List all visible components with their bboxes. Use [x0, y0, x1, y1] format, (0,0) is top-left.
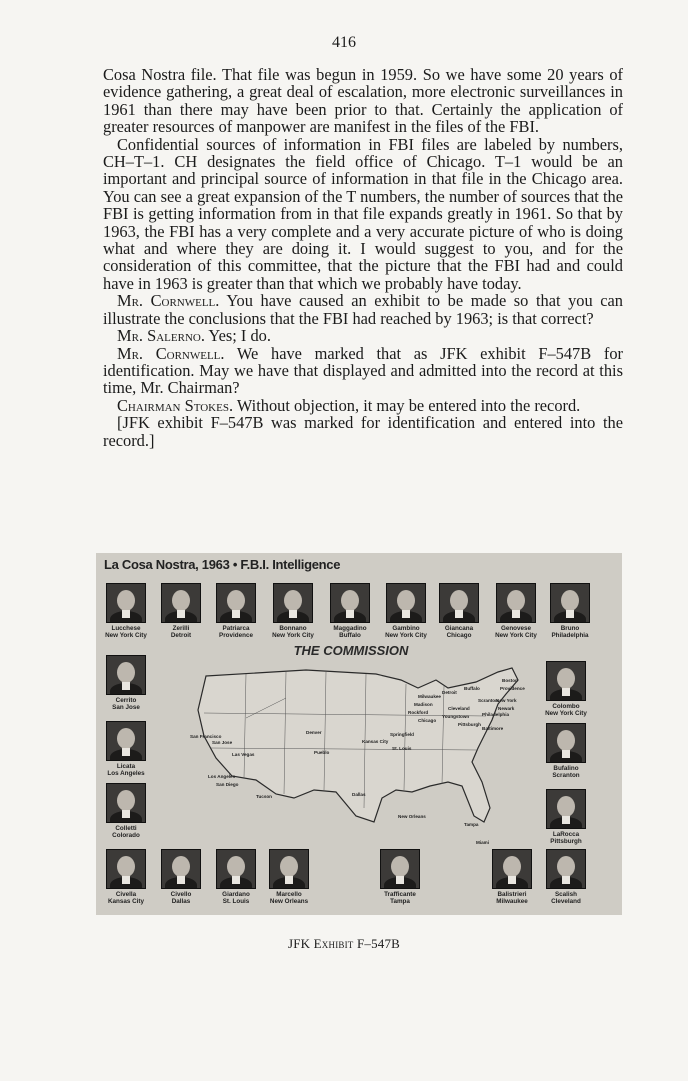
portrait-photo [269, 849, 309, 889]
portrait [536, 661, 596, 717]
portrait [96, 721, 156, 777]
portrait-city: Dallas [171, 898, 191, 905]
portrait-name: Bufalino [553, 765, 579, 772]
speaker-name: Mr. Salerno. [117, 326, 205, 346]
commission-label: THE COMMISSION [293, 643, 409, 658]
portrait-photo [386, 583, 426, 623]
map-city: Youngstown [442, 714, 470, 719]
portrait-name: Bonnano [279, 625, 307, 632]
portrait-name: Licata [116, 763, 136, 770]
exhibit-image [96, 553, 622, 915]
portrait-city: Cleveland [551, 898, 581, 905]
map-city: Scranton [478, 698, 498, 703]
portrait-city: Buffalo [339, 632, 361, 639]
paragraph: [JFK exhibit F–547B was marked for identification and entered into the record.] [103, 413, 623, 450]
portrait-photo [106, 849, 146, 889]
page-number: 416 [332, 34, 356, 51]
portrait-photo [106, 721, 146, 761]
portrait [151, 583, 211, 639]
portrait-city: New York City [495, 632, 537, 639]
portrait-name: Genovese [500, 625, 532, 632]
portrait-photo [546, 849, 586, 889]
portrait [536, 789, 596, 845]
exhibit-title: La Cosa Nostra, 1963 • F.B.I. Intelligence [104, 557, 341, 572]
portrait-photo [216, 849, 256, 889]
portrait-name: Lucchese [111, 625, 141, 632]
map-city: Chicago [418, 718, 437, 723]
portrait-photo [550, 583, 590, 623]
portrait-city: San Jose [112, 704, 140, 711]
portrait [259, 849, 319, 905]
portrait-name: Civella [115, 891, 137, 898]
portrait-name: Scalish [554, 891, 578, 898]
map-city: Boston [502, 678, 518, 683]
map-city: Pueblo [314, 750, 330, 755]
portrait [536, 849, 596, 905]
portrait-photo [496, 583, 536, 623]
portrait-city: New Orleans [269, 898, 309, 905]
portrait [536, 723, 596, 779]
map-city: New Orleans [398, 814, 426, 819]
portrait-city: Detroit [170, 632, 192, 639]
portrait-photo [546, 661, 586, 701]
map-city: Rockford [408, 710, 429, 715]
map-city: Kansas City [362, 739, 389, 744]
map-city: San Diego [216, 782, 239, 787]
portrait-photo [380, 849, 420, 889]
portrait-city: Pittsburgh [550, 838, 582, 845]
portrait-name: LaRocca [552, 831, 580, 838]
portrait [486, 583, 546, 639]
portrait [96, 583, 156, 639]
speaker-name: Mr. Cornwell. [117, 291, 220, 311]
paragraph: Mr. Cornwell. We have marked that as JFK exhibit F–547B for identification. May we have that displayed and admitted into the record at this time, Mr. Chairman? [103, 343, 623, 398]
map-city: Los Angeles [208, 774, 236, 779]
map-city: Buffalo [464, 686, 480, 691]
portrait-name: Marcello [276, 891, 302, 898]
portrait-name: Colombo [552, 703, 580, 710]
map-city: Philadelphia [482, 712, 510, 717]
portrait [96, 849, 156, 905]
speaker-name: Chairman Stokes. [117, 395, 234, 415]
map-city: Tucson [256, 794, 272, 799]
map-city: Milwaukee [418, 694, 441, 699]
portrait-city: Providence [219, 632, 253, 639]
portrait-photo [492, 849, 532, 889]
exhibit-caption: JFK Exhibit F–547B [287, 936, 401, 951]
portrait-photo [273, 583, 313, 623]
paragraph: Chairman Stokes. Without objection, it may be entered into the record. [117, 395, 581, 415]
portrait [429, 583, 489, 639]
map-city: Las Vegas [232, 752, 255, 757]
portrait [370, 849, 430, 905]
map-city: Baltimore [482, 726, 504, 731]
portrait-name: Civello [170, 891, 192, 898]
portrait [320, 583, 380, 639]
portrait-city: Scranton [552, 772, 580, 779]
map-city: Miami [476, 840, 490, 845]
map-city: Madison [414, 702, 433, 707]
paragraph: Cosa Nostra file. That file was begun in 1959. So we have some 20 years of evidence gathering, a great deal of escalation, more electronic surveillances in 1961 than there may have been prior to that. Certainly the application of greater resources of manpower are manifest in the files of the FBI. [103, 65, 623, 137]
portrait-name: Giardano [222, 891, 250, 898]
portrait-name: Giancana [444, 625, 474, 632]
map-city: New York [496, 698, 517, 703]
portrait-name: Zerilli [172, 625, 190, 632]
portrait-city: St. Louis [222, 898, 250, 905]
portrait-photo [439, 583, 479, 623]
portrait-city: New York City [385, 632, 427, 639]
portrait-photo [546, 789, 586, 829]
portrait-name: Colletti [115, 825, 137, 832]
portrait-name: Cerrito [115, 697, 137, 704]
portrait-photo [106, 655, 146, 695]
map-city: Denver [306, 730, 322, 735]
map-city-labels [186, 658, 536, 853]
portrait [482, 849, 542, 905]
testimony-text [103, 66, 623, 449]
map-city: Tampa [464, 822, 479, 827]
portrait-photo [106, 783, 146, 823]
portrait-name: Maggadino [333, 625, 367, 632]
portrait-city: Los Angeles [107, 770, 145, 777]
portrait-city: Chicago [446, 632, 472, 639]
portrait-photo [161, 583, 201, 623]
map-city: San Jose [212, 740, 233, 745]
portrait-photo [216, 583, 256, 623]
map-city: Cleveland [448, 706, 470, 711]
portrait-city: Colorado [112, 832, 140, 839]
paragraph: Mr. Salerno. Yes; I do. [117, 326, 271, 346]
map-city: St. Louis [392, 746, 412, 751]
portrait-photo [546, 723, 586, 763]
portrait [151, 849, 211, 905]
portrait-name: Trafficante [384, 891, 416, 898]
portrait-city: Kansas City [107, 898, 145, 905]
map-city: Detroit [442, 690, 457, 695]
portrait [206, 583, 266, 639]
portrait-photo [161, 849, 201, 889]
portrait [540, 583, 600, 639]
portrait-name: Bruno [560, 625, 580, 632]
portrait-city: New York City [105, 632, 147, 639]
portrait-name: Balistrieri [497, 891, 527, 898]
portrait-city: New York City [272, 632, 314, 639]
portrait-photo [106, 583, 146, 623]
portrait-name: Patriarca [222, 625, 250, 632]
portrait [96, 783, 156, 839]
map-city: Springfield [390, 732, 414, 737]
map-city: Newark [498, 706, 515, 711]
paragraph: Mr. Cornwell. You have caused an exhibit to be made so that you can illustrate the conclusions that the FBI had reached by 1963; is that correct? [103, 291, 624, 328]
portrait-city: Philadelphia [551, 632, 589, 639]
speaker-name: Mr. Cornwell. [117, 343, 225, 363]
portrait [96, 655, 156, 711]
portrait-name: Gambino [392, 625, 420, 632]
portrait-city: Tampa [390, 898, 410, 905]
portrait-photo [330, 583, 370, 623]
portrait-city: New York City [545, 710, 587, 717]
portrait-city: Milwaukee [496, 898, 528, 905]
portrait [376, 583, 436, 639]
map-city: San Francisco [190, 734, 222, 739]
portrait [263, 583, 323, 639]
paragraph: Confidential sources of information in FBI files are labeled by numbers, CH–T–1. CH designates the field office of Chicago. T–1 would be an important and principal source of information in that file in the Chicago area. You can see a great expansion of the T numbers, the number of sources that the FBI is getting information from in that file expands greatly in 1961. So that by 1963, the FBI has a very complete and a very accurate picture of who is doing what and where they are doing it. I would suggest to you, and for the consideration of this committee, that the picture that the FBI had and could have in 1963 is greater than that which we probably have today. [103, 134, 623, 293]
map-city: Pittsburgh [458, 722, 481, 727]
map-city: Dallas [352, 792, 366, 797]
map-city: Providence [500, 686, 525, 691]
portrait [206, 849, 266, 905]
